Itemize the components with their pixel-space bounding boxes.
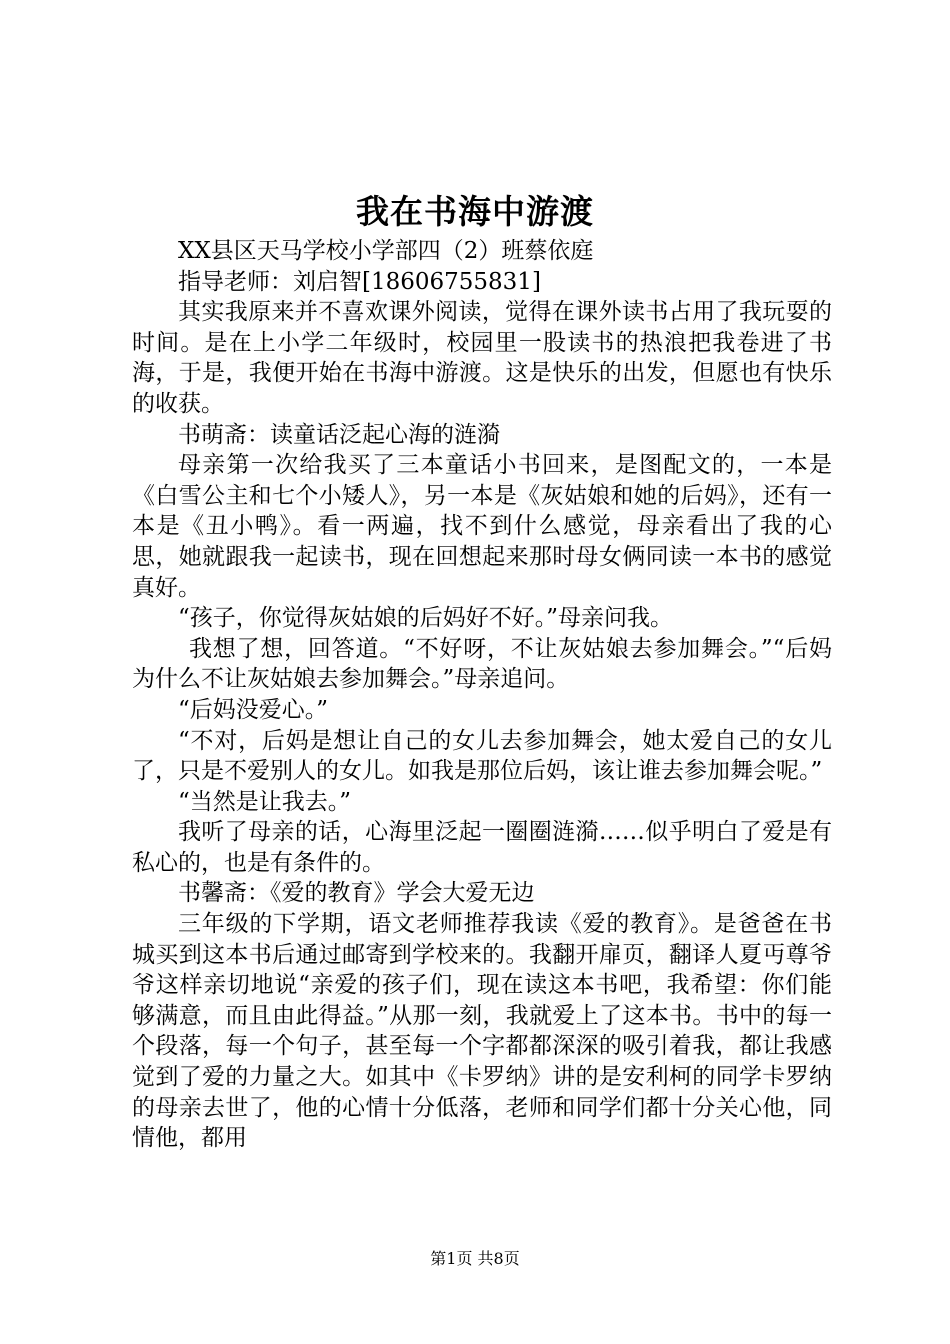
paragraph: 其实我原来并不喜欢课外阅读，觉得在课外读书占用了我玩耍的时间。是在上小学二年级时，校园里一股读书的热浪把我卷进了书海，于是，我便开始在书海中游渡。这是快乐的出发，但愿也有快乐的收获。 bbox=[132, 299, 832, 417]
teacher-line: 指导老师：刘启智[18606755831] bbox=[178, 268, 541, 295]
paragraph: “当然是让我去。” bbox=[178, 788, 352, 815]
section-heading: 书馨斋：《爱的教育》学会大爱无边 bbox=[178, 880, 535, 907]
author-line: XX县区天马学校小学部四（2）班蔡依庭 bbox=[178, 238, 594, 264]
paragraph: 我想了想，回答道。“不好呀，不让灰姑娘去参加舞会。”“后妈为什么不让灰姑娘去参加舞会。”母亲追问。 bbox=[132, 635, 832, 693]
document-title: 我在书海中游渡 bbox=[356, 192, 594, 231]
paragraph: “孩子，你觉得灰姑娘的后妈好不好。”母亲问我。 bbox=[178, 605, 674, 632]
paragraph: “后妈没爱心。” bbox=[178, 696, 329, 723]
document-body bbox=[132, 236, 832, 1154]
section-heading: 书萌斋：读童话泛起心海的涟漪 bbox=[178, 421, 500, 448]
paragraph: 我听了母亲的话，心海里泛起一圈圈涟漪……似乎明白了爱是有私心的，也是有条件的。 bbox=[132, 819, 832, 876]
paragraph: 三年级的下学期，语文老师推荐我读《爱的教育》。是爸爸在书城买到这本书后通过邮寄到学校来的。我翻开扉页，翻译人夏丏尊爷爷这样亲切地说“亲爱的孩子们，现在读这本书吧，我希望：你们能够满意，而且由此得益。”从那一刻，我就爱上了这本书。书中的每一个段落，每一个句子，甚至每一个字都都深深的吸引着我，都让我感觉到了爱的力量之大。如其中《卡罗纳》讲的是安利柯的同学卡罗纳的母亲去世了，他的心情十分低落，老师和同学们都十分关心他，同情他，都用 bbox=[132, 911, 832, 1152]
paragraph: “不对，后妈是想让自己的女儿去参加舞会，她太爱自己的女儿了，只是不爱别人的女儿。如我是那位后妈，该让谁去参加舞会呢。” bbox=[132, 727, 832, 785]
paragraph: 母亲第一次给我买了三本童话小书回来，是图配文的，一本是《白雪公主和七个小矮人》，另一本是《灰姑娘和她的后妈》，还有一本是《丑小鸭》。看一两遍，找不到什么感觉，母亲看出了我的心思，她就跟我一起读书，现在回想起来那时母女俩同读一本书的感觉真好。 bbox=[132, 452, 832, 601]
page-footer: 第1页 共8页 bbox=[430, 1249, 520, 1268]
